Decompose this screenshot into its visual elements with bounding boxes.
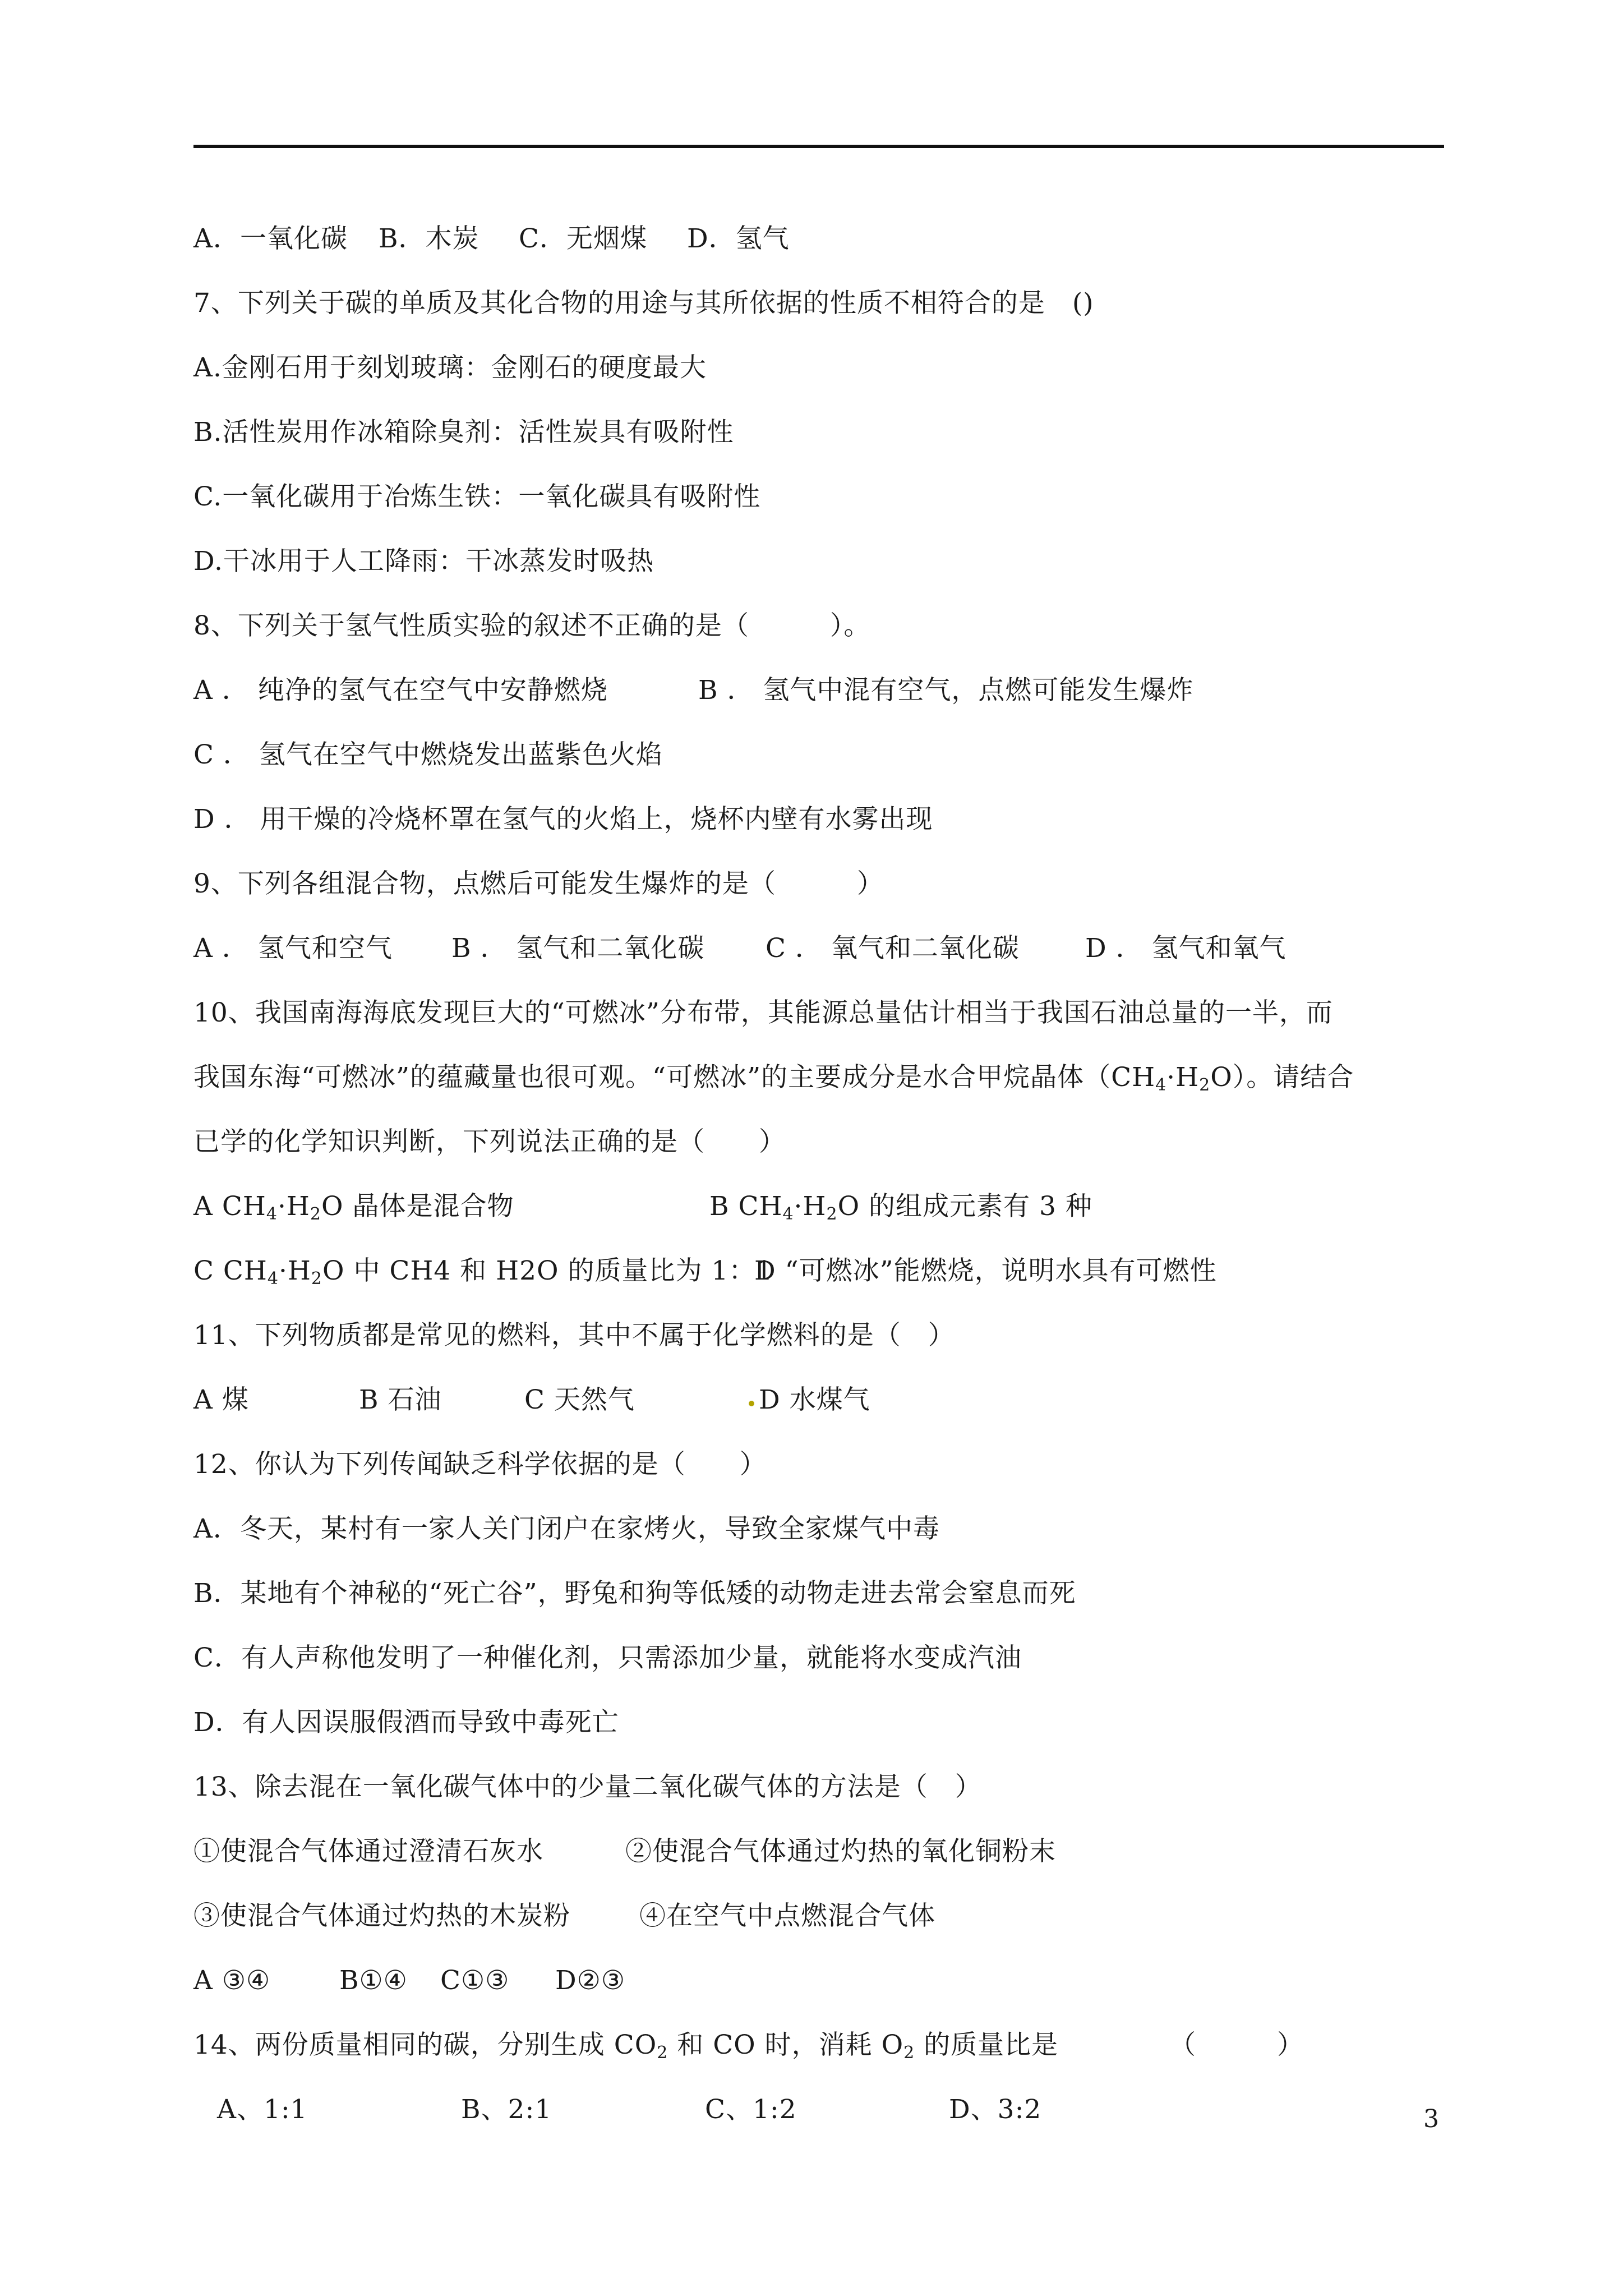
method-2: ②使混合气体通过灼热的氧化铜粉末: [625, 1836, 1056, 1867]
option-c: C ． 氧气和二氧化碳: [766, 933, 1020, 964]
page-number: 3: [1423, 2105, 1439, 2133]
text-segment: 的质量比是: [915, 2030, 1059, 2060]
text-segment: O 的组成元素有 3 种: [837, 1191, 1092, 1222]
option-c: C①③: [440, 1965, 510, 1996]
document-body: [193, 206, 1447, 2142]
option-d: D②③: [555, 1965, 625, 1996]
option-c: C．无烟煤: [519, 223, 647, 254]
method-3: ③使混合气体通过灼热的木炭粉: [193, 1901, 570, 1931]
option-c: [193, 1239, 773, 1311]
text-segment: 我国东海“可燃冰”的蕴藏量也很可观。“可燃冰”的主要成分是水合甲烷晶体（CH: [193, 1062, 1156, 1093]
text-segment: D 水煤气: [759, 1384, 870, 1415]
question-13: 13、除去混在一氧化碳气体中的少量二氧化碳气体的方法是（ ）: [193, 1772, 982, 1802]
subscript: 4: [267, 1269, 279, 1289]
text-segment: ·H: [278, 1255, 311, 1286]
q10-options-ab: [193, 1174, 1447, 1239]
subscript: 2: [1199, 1075, 1211, 1095]
option-d: [749, 1368, 870, 1432]
text-segment: ·H: [1166, 1062, 1200, 1093]
method-1: ①使混合气体通过澄清石灰水: [193, 1836, 543, 1867]
option-b: B①④: [339, 1965, 408, 1996]
option-a: A 煤: [193, 1384, 249, 1415]
q9-options: [193, 916, 1447, 981]
question-12: 12、你认为下列传闻缺乏科学依据的是（ ）: [193, 1449, 767, 1480]
text-segment: O 中 CH4 和 H2O 的质量比为 1：1: [322, 1255, 773, 1286]
question-10-line-3: 已学的化学知识判断，下列说法正确的是（ ）: [193, 1126, 786, 1157]
option-b: B、2:1: [461, 2094, 552, 2125]
option-c: C 天然气: [524, 1384, 635, 1415]
text-segment: 和 CO 时，消耗 O: [668, 2030, 904, 2060]
subscript: 2: [903, 2043, 915, 2063]
q13-options: [193, 1948, 1447, 2013]
q14-options: [193, 2077, 1447, 2142]
text-segment: O 晶体是混合物: [321, 1191, 514, 1222]
option-b: B．木炭: [379, 223, 479, 254]
q10-options-cd: [193, 1239, 1447, 1303]
option-d: D ． 氢气和氧气: [1085, 933, 1287, 964]
option-a: A ． 纯净的氢气在空气中安静燃烧: [193, 675, 608, 706]
q7-option-d: D.干冰用于人工降雨：干冰蒸发时吸热: [193, 546, 654, 577]
q12-option-b: B．某地有个神秘的“死亡谷”，野兔和狗等低矮的动物走进去常会窒息而死: [193, 1578, 1076, 1609]
subscript: 2: [311, 1269, 322, 1289]
q8-option-d: D ． 用干燥的冷烧杯罩在氢气的火焰上，烧杯内壁有水雾出现: [193, 804, 933, 835]
question-10-line-2: [193, 1045, 1447, 1110]
q13-methods-12: [193, 1819, 1447, 1884]
header-rule: [193, 145, 1444, 148]
question-11: 11、下列物质都是常见的燃料，其中不属于化学燃料的是（ ）: [193, 1320, 955, 1351]
q7-option-b: B.活性炭用作冰箱除臭剂：活性炭具有吸附性: [193, 417, 734, 448]
question-9: 9、下列各组混合物，点燃后可能发生爆炸的是（ ）: [193, 868, 884, 899]
option-c: C、1:2: [705, 2094, 797, 2125]
q12-option-c: C．有人声称他发明了一种催化剂，只需添加少量，就能将水变成汽油: [193, 1642, 1022, 1673]
q12-option-a: A．冬天，某村有一家人关门闭户在家烤火，导致全家煤气中毒: [193, 1513, 940, 1544]
dot-mark: [749, 1401, 754, 1406]
option-b: [709, 1174, 1092, 1246]
question-14: [193, 2013, 1447, 2077]
option-d: D “可燃冰”能燃烧，说明水具有可燃性: [754, 1255, 1217, 1286]
answer-blank: （ ）: [1169, 2030, 1304, 2060]
q13-methods-34: [193, 1884, 1447, 1948]
text-segment: B CH: [709, 1191, 783, 1222]
q7-option-a: A.金刚石用于刻划玻璃：金刚石的硬度最大: [193, 352, 707, 383]
q6-options: [193, 206, 1447, 271]
subscript: 2: [826, 1204, 838, 1224]
q8-options-ab: [193, 658, 1447, 723]
subscript: 4: [782, 1204, 794, 1224]
option-a: A ③④: [193, 1965, 271, 1996]
subscript: 2: [657, 2043, 668, 2063]
option-b: B ． 氢气中混有空气，点燃可能发生爆炸: [698, 675, 1194, 706]
option-a: A、1:1: [217, 2094, 308, 2125]
option-b: B 石油: [359, 1384, 442, 1415]
question-8: 8、下列关于氢气性质实验的叙述不正确的是（ ）。: [193, 610, 871, 641]
question-14-text: [193, 2013, 1169, 2085]
question-7: 7、下列关于碳的单质及其化合物的用途与其所依据的性质不相符合的是 (): [193, 288, 1094, 319]
option-d: D．氢气: [687, 223, 790, 254]
method-4: ④在空气中点燃混合气体: [639, 1901, 935, 1931]
text-segment: ·H: [794, 1191, 827, 1222]
option-b: B ． 氢气和二氧化碳: [451, 933, 705, 964]
option-a: [193, 1174, 709, 1246]
question-10-line-1: 10、我国南海海底发现巨大的“可燃冰”分布带，其能源总量估计相当于我国石油总量的一半，而: [193, 997, 1333, 1028]
option-a: A．一氧化碳: [193, 223, 348, 254]
q11-options: [193, 1368, 1447, 1432]
subscript: 2: [310, 1204, 321, 1224]
text-segment: O）。请结合: [1210, 1062, 1354, 1093]
option-d: D、3:2: [949, 2094, 1042, 2125]
q8-option-c: C ． 氢气在空气中燃烧发出蓝紫色火焰: [193, 739, 663, 770]
q12-option-d: D．有人因误服假酒而导致中毒死亡: [193, 1707, 619, 1738]
option-a: A ． 氢气和空气: [193, 933, 393, 964]
text-segment: C CH: [193, 1255, 268, 1286]
subscript: 4: [266, 1204, 278, 1224]
text-segment: 14、两份质量相同的碳，分别生成 CO: [193, 2030, 657, 2060]
q7-option-c: C.一氧化碳用于冶炼生铁：一氧化碳具有吸附性: [193, 481, 761, 512]
text-segment: ·H: [277, 1191, 310, 1222]
text-segment: A CH: [193, 1191, 266, 1222]
subscript: 4: [1155, 1075, 1167, 1095]
